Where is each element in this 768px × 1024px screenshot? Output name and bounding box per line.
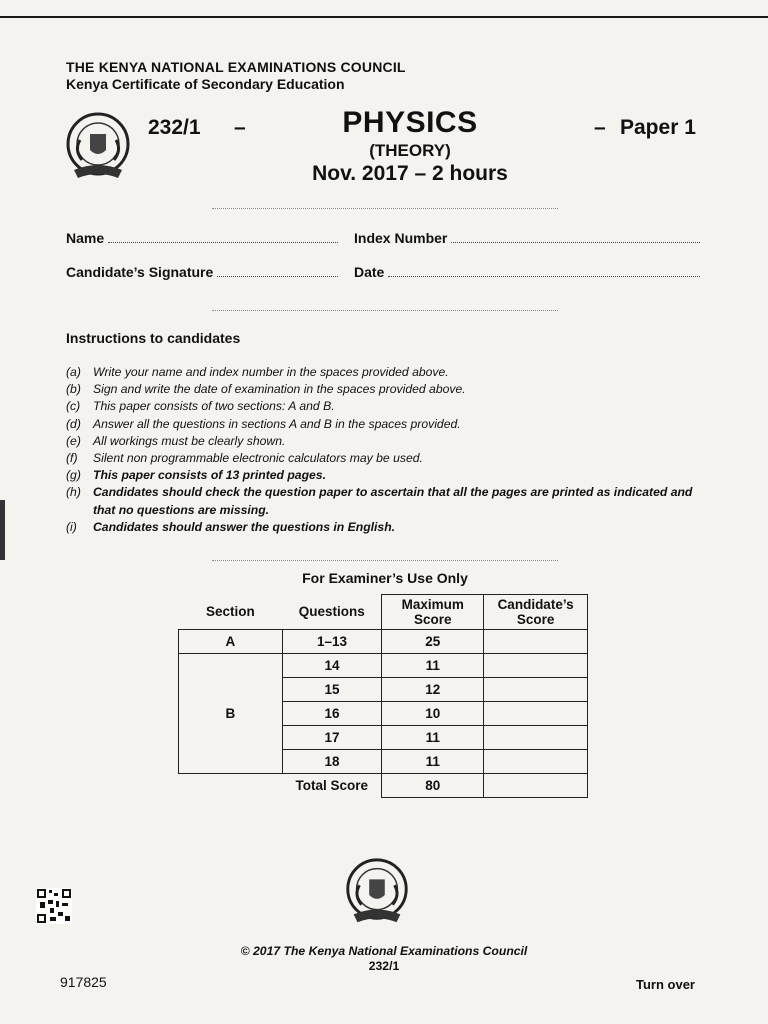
total-candidate-score[interactable] bbox=[484, 774, 588, 798]
paper-number: Paper 1 bbox=[620, 116, 696, 139]
instructions-heading: Instructions to candidates bbox=[66, 330, 241, 346]
separator-dash: – bbox=[234, 116, 246, 139]
signature-dotted-line[interactable] bbox=[217, 266, 338, 277]
divider-line bbox=[212, 560, 558, 561]
candidate-score-cell[interactable] bbox=[484, 702, 588, 726]
qr-code-icon bbox=[36, 888, 72, 924]
index-number-label: Index Number bbox=[354, 230, 448, 246]
index-number-field[interactable] bbox=[354, 230, 700, 246]
max-score-cell: 11 bbox=[382, 726, 484, 750]
scan-edge-mark bbox=[0, 500, 5, 560]
questions-cell: 15 bbox=[282, 678, 382, 702]
subject-subtitle: (THEORY) bbox=[369, 141, 451, 160]
header-max-score: Maximum Score bbox=[382, 595, 484, 630]
section-cell: B bbox=[179, 654, 283, 774]
divider-line bbox=[212, 310, 558, 311]
instruction-item: (d) Answer all the questions in sections A and B in the spaces provided. bbox=[66, 416, 461, 431]
date-field[interactable] bbox=[354, 264, 700, 280]
header-questions: Questions bbox=[282, 595, 382, 630]
instruction-item: (b) Sign and write the date of examination in the spaces provided above. bbox=[66, 382, 466, 397]
instruction-item: (i) Candidates should answer the questions in English. bbox=[66, 519, 396, 534]
total-row bbox=[179, 774, 588, 798]
questions-cell: 17 bbox=[282, 726, 382, 750]
copyright-notice: © 2017 The Kenya National Examinations Council bbox=[240, 944, 528, 958]
footer-paper-code: 232/1 bbox=[368, 959, 400, 973]
date-label: Date bbox=[354, 264, 385, 280]
questions-cell: 1–13 bbox=[282, 630, 382, 654]
instruction-item: (g) This paper consists of 13 printed pages. bbox=[66, 468, 326, 483]
max-score-cell: 11 bbox=[382, 654, 484, 678]
instruction-item: (e) All workings must be clearly shown. bbox=[66, 433, 286, 448]
examiner-table-title: For Examiner’s Use Only bbox=[302, 570, 468, 586]
table-header-row bbox=[179, 595, 588, 630]
max-score-cell: 25 bbox=[382, 630, 484, 654]
top-border-line bbox=[0, 16, 768, 18]
certificate-name: Kenya Certificate of Secondary Education bbox=[66, 76, 345, 92]
questions-cell: 14 bbox=[282, 654, 382, 678]
section-cell: A bbox=[179, 630, 283, 654]
header-candidate-score: Candidate’s Score bbox=[484, 595, 588, 630]
knec-coat-of-arms-icon bbox=[340, 856, 414, 930]
total-max-score: 80 bbox=[382, 774, 484, 798]
index-dotted-line[interactable] bbox=[451, 232, 700, 243]
examiner-score-table bbox=[178, 594, 588, 798]
max-score-cell: 11 bbox=[382, 750, 484, 774]
candidate-score-cell[interactable] bbox=[484, 678, 588, 702]
max-score-cell: 10 bbox=[382, 702, 484, 726]
total-label: Total Score bbox=[295, 778, 369, 794]
instructions-list bbox=[66, 364, 706, 536]
exam-session: Nov. 2017 – 2 hours bbox=[312, 162, 508, 185]
blank-cell bbox=[179, 774, 283, 798]
candidate-score-cell[interactable] bbox=[484, 630, 588, 654]
turn-over-label: Turn over bbox=[636, 977, 695, 992]
table-row bbox=[179, 630, 588, 654]
subject-title: PHYSICS bbox=[342, 106, 478, 139]
name-field[interactable] bbox=[66, 230, 338, 246]
name-label: Name bbox=[66, 230, 105, 246]
max-score-cell: 12 bbox=[382, 678, 484, 702]
paper-code: 232/1 bbox=[148, 116, 201, 139]
candidate-score-cell[interactable] bbox=[484, 726, 588, 750]
knec-coat-of-arms-icon bbox=[60, 110, 136, 186]
separator-dash-right: – bbox=[594, 116, 606, 139]
candidate-score-cell[interactable] bbox=[484, 750, 588, 774]
candidate-score-cell[interactable] bbox=[484, 654, 588, 678]
council-name: THE KENYA NATIONAL EXAMINATIONS COUNCIL bbox=[66, 59, 406, 75]
serial-number: 917825 bbox=[60, 974, 107, 990]
questions-cell: 18 bbox=[282, 750, 382, 774]
signature-field[interactable] bbox=[66, 264, 338, 280]
instruction-item: (h) Candidates should check the question paper to ascertain that all the pages are printed as indicated and that no questions are missing. bbox=[66, 485, 693, 517]
instruction-item: (a) Write your name and index number in the spaces provided above. bbox=[66, 365, 449, 379]
table-row bbox=[179, 654, 588, 678]
divider-line bbox=[212, 208, 558, 209]
signature-label: Candidate’s Signature bbox=[66, 264, 214, 280]
header-section: Section bbox=[179, 595, 283, 630]
questions-cell: 16 bbox=[282, 702, 382, 726]
date-dotted-line[interactable] bbox=[388, 266, 700, 277]
instruction-item: (c) This paper consists of two sections: A and B. bbox=[66, 399, 335, 414]
name-dotted-line[interactable] bbox=[108, 232, 338, 243]
instruction-item: (f) Silent non programmable electronic calculators may be used. bbox=[66, 451, 423, 466]
